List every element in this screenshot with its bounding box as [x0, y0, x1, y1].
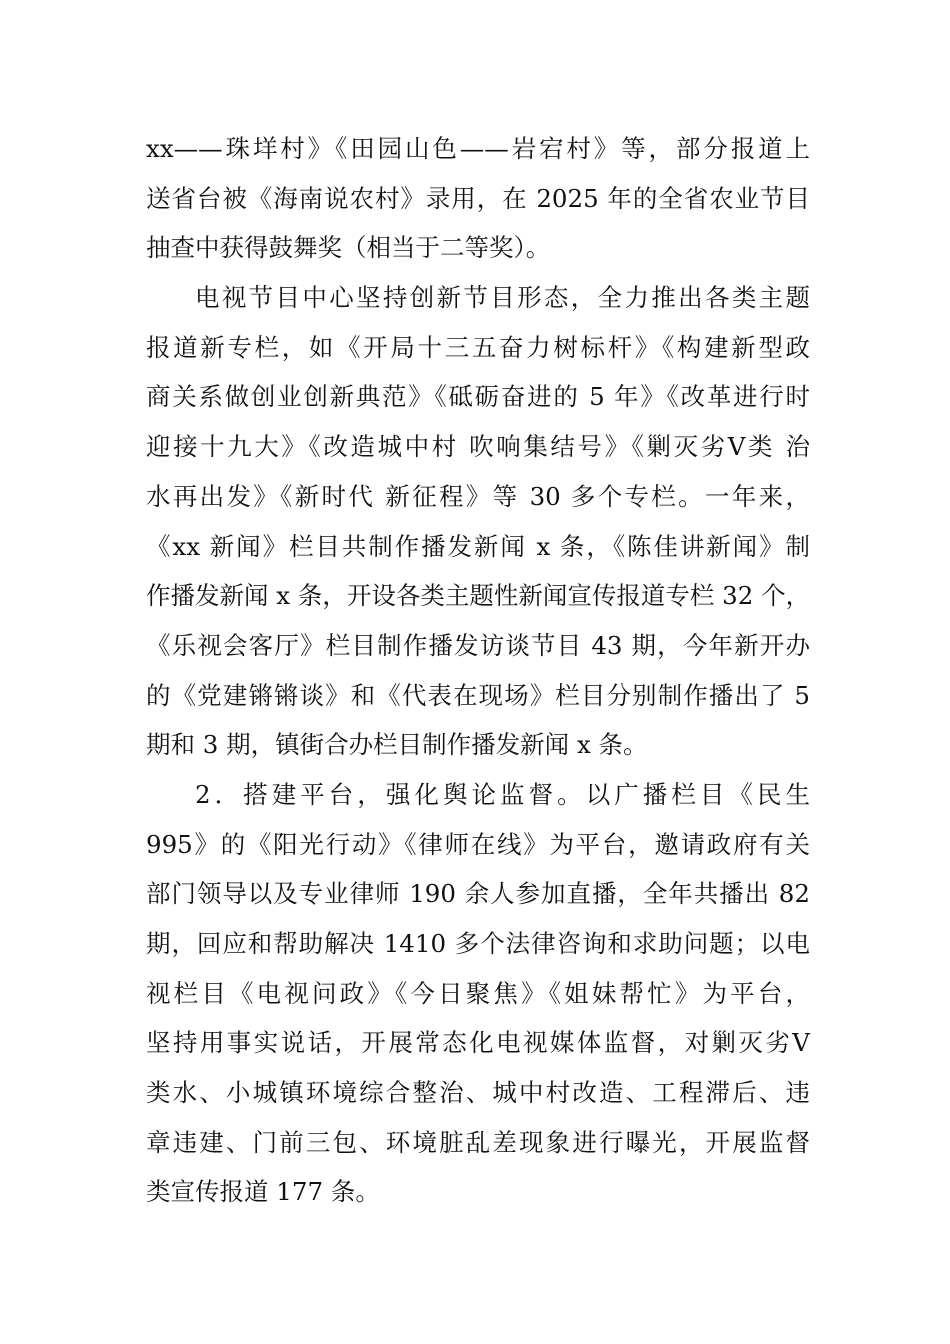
- text-line: 电视节目中心坚持创新节目形态，全力推出各类主题: [195, 283, 810, 313]
- text-line: 作播发新闻 x 条，开设各类主题性新闻宣传报道专栏 32 个，: [146, 581, 811, 611]
- text-line: 期和 3 期，镇街合办栏目制作播发新闻 x 条。: [146, 730, 648, 760]
- paragraph: [146, 770, 810, 1217]
- text-line: 部门领导以及专业律师 190 余人参加直播，全年共播出 82: [146, 879, 810, 909]
- paragraph: [146, 124, 810, 273]
- text-line: 抽查中获得鼓舞奖（相当于二等奖）。: [146, 233, 551, 263]
- text-line: 章违建、门前三包、环境脏乱差现象进行曝光，开展监督: [146, 1127, 810, 1157]
- text-line: 995》的《阳光行动》《律师在线》为平台，邀请政府有关: [146, 829, 810, 859]
- text-line: 类水、小城镇环境综合整治、城中村改造、工程滞后、违: [146, 1078, 810, 1108]
- text-line: 2．搭建平台，强化舆论监督。以广播栏目《民生: [195, 779, 810, 809]
- text-line: 《xx 新闻》栏目共制作播发新闻 x 条，《陈佳讲新闻》制: [146, 531, 810, 561]
- document-body: [146, 124, 810, 1217]
- text-line: xx——珠垟村》《田园山色——岩宕村》等，部分报道上: [146, 134, 810, 163]
- text-line: 迎接十九大》《改造城中村 吹响集结号》《剿灭劣Ⅴ类 治: [146, 432, 810, 462]
- paragraph: [146, 273, 810, 770]
- text-line: 《乐视会客厅》栏目制作播发访谈节目 43 期，今年新开办: [146, 630, 810, 660]
- text-line: 坚持用事实说话，开展常态化电视媒体监督，对剿灭劣Ⅴ: [146, 1028, 810, 1058]
- text-line: 类宣传报道 177 条。: [146, 1177, 380, 1207]
- text-line: 期，回应和帮助解决 1410 多个法律咨询和求助问题；以电: [146, 929, 810, 958]
- text-line: 报道新专栏，如《开局十三五奋力树标杆》《构建新型政: [146, 332, 810, 362]
- text-line: 送省台被《海南说农村》录用，在 2025 年的全省农业节目: [146, 183, 810, 213]
- text-line: 的《党建锵锵谈》和《代表在现场》栏目分别制作播出了 5: [146, 680, 810, 710]
- text-line: 视栏目《电视问政》《今日聚焦》《姐妹帮忙》为平台，: [146, 978, 810, 1008]
- text-line: 水再出发》《新时代 新征程》等 30 多个专栏。一年来，: [146, 481, 810, 511]
- text-line: 商关系做创业创新典范》《砥砺奋进的 5 年》《改革进行时: [146, 382, 810, 412]
